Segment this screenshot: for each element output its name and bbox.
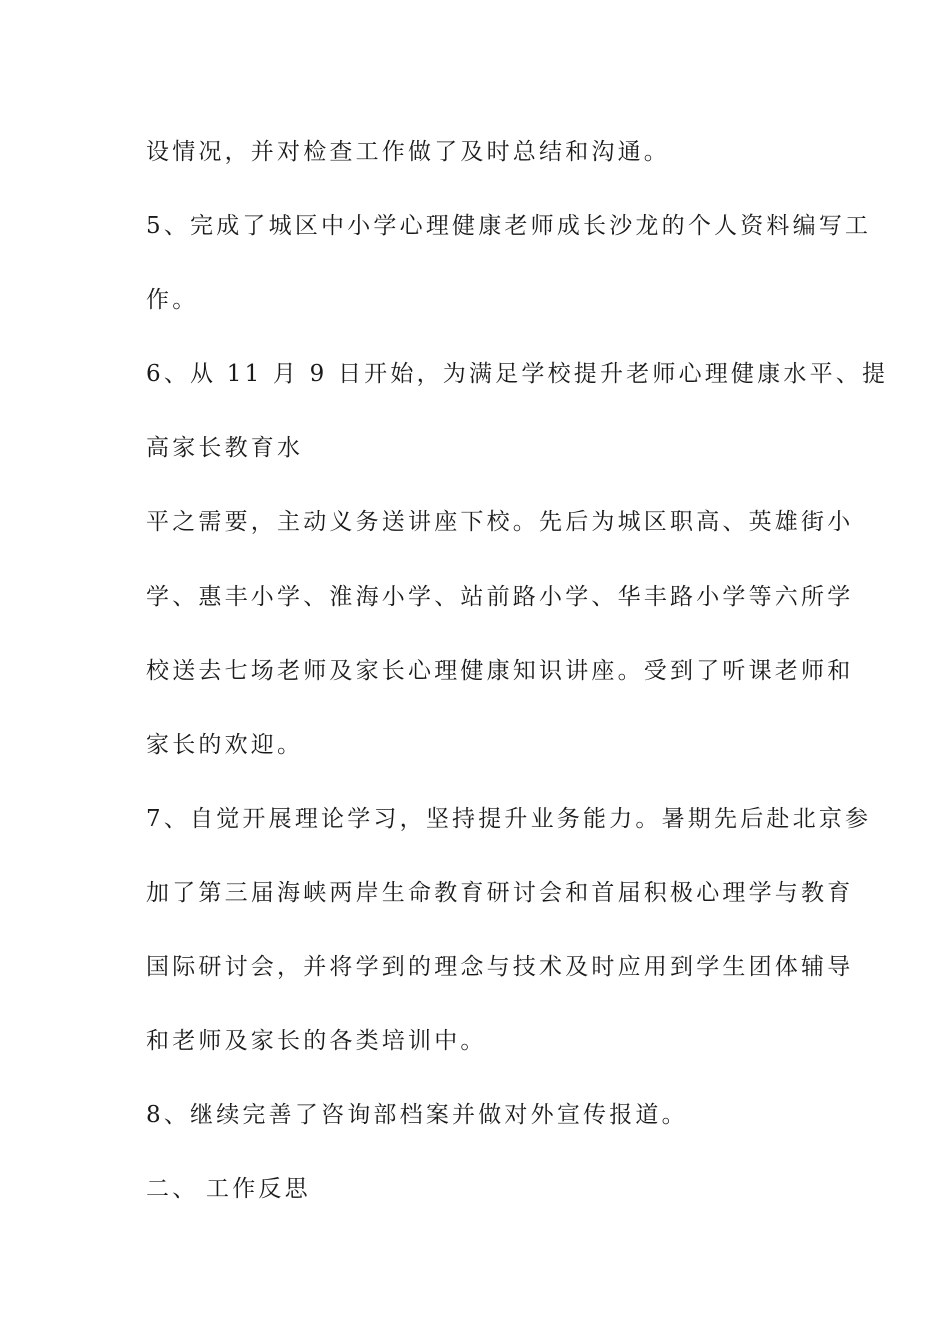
- list-item-7-line: 国际研讨会，并将学到的理念与技术及时应用到学生团体辅导: [146, 954, 854, 980]
- list-item-6-line: 高家长教育水: [146, 435, 304, 461]
- list-item-6-line: 平之需要，主动义务送讲座下校。先后为城区职高、英雄街小: [146, 509, 854, 535]
- section-heading-number: 二、: [146, 1176, 199, 1202]
- section-heading: [146, 1174, 826, 1204]
- list-item-7-line: 7、自觉开展理论学习，坚持提升业务能力。暑期先后赴北京参: [146, 806, 872, 832]
- list-item-6-line: 校送去七场老师及家长心理健康知识讲座。受到了听课老师和: [146, 658, 854, 684]
- list-item-6-line: 6、从 11 月 9 日开始，为满足学校提升老师心理健康水平、提: [146, 361, 889, 387]
- list-item-5-line: 5、完成了城区中小学心理健康老师成长沙龙的个人资料编写工: [146, 213, 872, 239]
- list-item-6-line: 家长的欢迎。: [146, 732, 304, 758]
- list-item-6-line: 学、惠丰小学、淮海小学、站前路小学、华丰路小学等六所学: [146, 584, 854, 610]
- list-item-7-line: 加了第三届海峡两岸生命教育研讨会和首届积极心理学与教育: [146, 880, 854, 906]
- list-item-5-line: 作。: [146, 287, 199, 313]
- list-item-7-line: 和老师及家长的各类培训中。: [146, 1028, 487, 1054]
- section-heading-title: 工作反思: [206, 1176, 311, 1202]
- list-item-8-line: 8、继续完善了咨询部档案并做对外宣传报道。: [146, 1102, 688, 1128]
- paragraph-line: 设情况，并对检查工作做了及时总结和沟通。: [146, 139, 670, 165]
